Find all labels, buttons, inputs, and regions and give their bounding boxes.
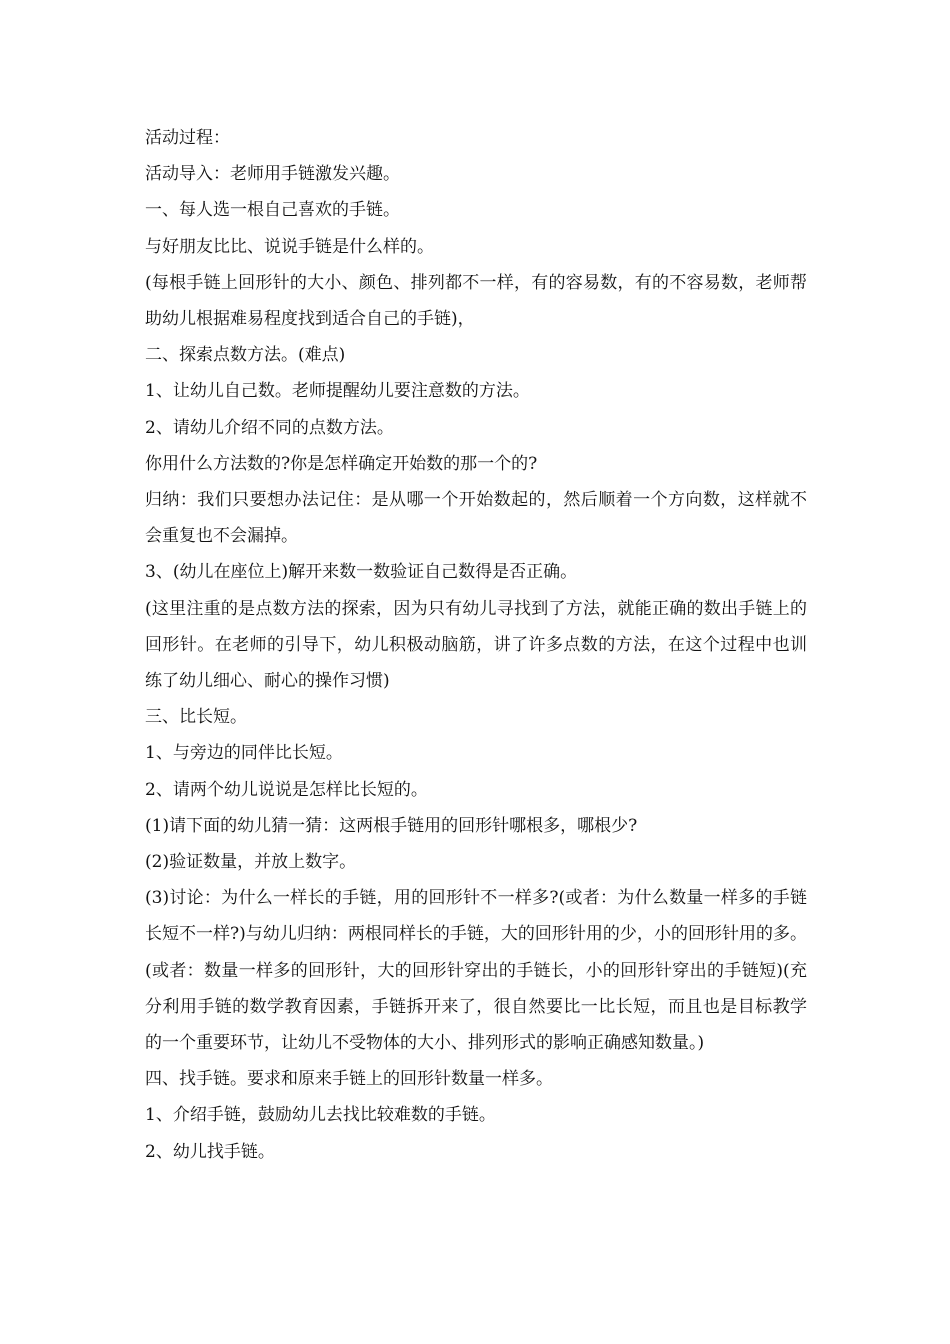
document-page: [145, 120, 807, 1170]
paragraph-discussion: (3)讨论：为什么一样长的手链，用的回形针不一样多?(或者：为什么数量一样多的手链长短不一样?)与幼儿归纳：两根同样长的手链，大的回形针用的少，小的回形针用的多。(或者：数量一样多的回形针，大的回形针穿出的手链长，小的回形针穿出的手链短)(充分利用手链的数学教育因素，手链拆开来了，很自然要比一比长短，而且也是目标教学的一个重要环节，让幼儿不受物体的大小、排列形式的影响正确感知数量。): [145, 888, 807, 1054]
paragraph-step-1-count: 1、让幼儿自己数。老师提醒幼儿要注意数的方法。: [145, 381, 530, 402]
paragraph-step-2-methods: 2、请幼儿介绍不同的点数方法。: [145, 417, 394, 438]
paragraph-question: 你用什么方法数的?你是怎样确定开始数的那一个的?: [145, 453, 538, 474]
paragraph-summary: 归纳：我们只要想办法记住：是从哪一个开始数起的，然后顺着一个方向数，这样就不会重复也不会漏掉。: [145, 490, 807, 547]
paragraph-intro: 活动导入：老师用手链激发兴趣。: [145, 164, 400, 185]
paragraph-section-one: 一、每人选一根自己喜欢的手链。: [145, 200, 400, 221]
paragraph-children-find: 2、幼儿找手链。: [145, 1141, 275, 1162]
paragraph-verify-quantity: (2)验证数量，并放上数字。: [145, 852, 357, 873]
paragraph-compare-partner: 1、与旁边的同伴比长短。: [145, 743, 343, 764]
paragraph-guess: (1)请下面的幼儿猜一猜：这两根手链用的回形针哪根多，哪根少?: [145, 815, 638, 836]
paragraph-note-difficulty: (每根手链上回形针的大小、颜色、排列都不一样，有的容易数，有的不容易数，老师帮助幼儿根据难易程度找到适合自己的手链)，: [145, 272, 807, 330]
paragraph-heading-process: 活动过程：: [145, 128, 230, 148]
paragraph-section-four: 四、找手链。要求和原来手链上的回形针数量一样多。: [145, 1069, 553, 1090]
paragraph-introduce-bracelets: 1、介绍手链，鼓励幼儿去找比较难数的手链。: [145, 1105, 496, 1126]
paragraph-step-3-verify: 3、(幼儿在座位上)解开来数一数验证自己数得是否正确。: [145, 562, 578, 583]
paragraph-compare-friends: 与好朋友比比、说说手链是什么样的。: [145, 236, 434, 257]
paragraph-section-three: 三、比长短。: [145, 707, 247, 728]
paragraph-explain-compare: 2、请两个幼儿说说是怎样比长短的。: [145, 779, 428, 800]
paragraph-section-two: 二、探索点数方法。(难点): [145, 345, 346, 366]
paragraph-note-exploration: (这里注重的是点数方法的探索，因为只有幼儿寻找到了方法，就能正确的数出手链上的回形针。在老师的引导下，幼儿积极动脑筋，讲了许多点数的方法，在这个过程中也训练了幼儿细心、耐心的操作习惯): [145, 598, 807, 692]
